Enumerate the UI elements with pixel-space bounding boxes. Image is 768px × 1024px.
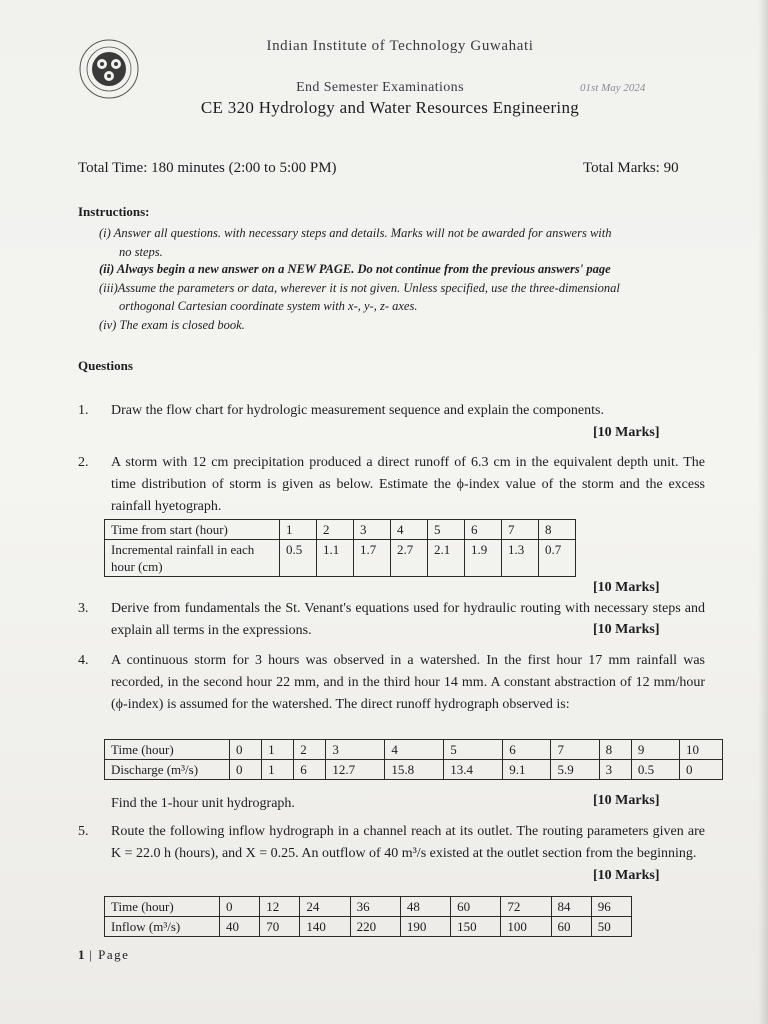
table-cell: 3 (326, 740, 385, 760)
table-cell: 6 (503, 740, 551, 760)
table-cell: 0 (220, 897, 260, 917)
table-cell: 220 (350, 917, 400, 937)
question-1-text: Draw the flow chart for hydrologic measurement sequence and explain the components. (111, 403, 604, 418)
table-row (105, 540, 576, 577)
question-3-number: 3. (78, 601, 89, 616)
question-2-marks: [10 Marks] (593, 580, 660, 595)
table-row (105, 740, 723, 760)
table-cell: 5 (444, 740, 503, 760)
table-cell: 150 (451, 917, 501, 937)
table-cell: 0 (680, 760, 723, 780)
table-cell: 1.7 (354, 540, 391, 577)
table-cell: 60 (451, 897, 501, 917)
table-cell: 60 (551, 917, 591, 937)
table-cell: 1.9 (465, 540, 502, 577)
page-number: 1 (78, 947, 85, 962)
runoff-hydrograph-table (104, 739, 723, 780)
table-cell: 1 (262, 760, 294, 780)
table-cell: 0.7 (539, 540, 576, 577)
table-cell: 12 (260, 897, 300, 917)
table-row (105, 897, 632, 917)
instructions-heading: Instructions: (78, 204, 150, 219)
table-row-label: Time (hour) (105, 897, 220, 917)
question-1-marks: [10 Marks] (593, 425, 660, 440)
table-cell: 0 (230, 740, 262, 760)
exam-date: 01st May 2024 (580, 82, 646, 94)
table-cell: 24 (300, 897, 350, 917)
table-row (105, 760, 723, 780)
instruction-1-cont: no steps. (119, 245, 163, 259)
table-cell: 10 (680, 740, 723, 760)
table-cell: 48 (400, 897, 450, 917)
page-label: | Page (84, 947, 130, 962)
table-cell: 12.7 (326, 760, 385, 780)
table-cell: 6 (294, 760, 326, 780)
question-5-number: 5. (78, 824, 89, 839)
table-cell: 4 (385, 740, 444, 760)
table-cell: 6 (465, 520, 502, 540)
table-cell: 3 (599, 760, 631, 780)
question-5-text: Route the following inflow hydrograph in a channel reach at its outlet. The routing parameters given are K = 22.0 h (hours), and X = 0.25. An outflow of 40 m³/s existed at the outlet section from the beginning. (111, 824, 705, 861)
table-cell: 140 (300, 917, 350, 937)
table-cell: 72 (501, 897, 551, 917)
institute-name: Indian Institute of Technology Guwahati (266, 38, 534, 54)
inflow-hydrograph-table (104, 896, 632, 937)
table-cell: 2 (294, 740, 326, 760)
question-2-text: A storm with 12 cm precipitation produced a direct runoff of 6.3 cm in the equivalent depth unit. The time distribution of storm is given as below. Estimate the ϕ-index value of the storm and the excess rainfall hyetograph. (111, 455, 705, 514)
question-4-number: 4. (78, 653, 89, 668)
table-row-label: Discharge (m³/s) (105, 760, 230, 780)
table-cell: 0.5 (631, 760, 679, 780)
table-cell: 3 (354, 520, 391, 540)
total-marks: Total Marks: 90 (583, 160, 679, 176)
table-cell: 9 (631, 740, 679, 760)
course-title: CE 320 Hydrology and Water Resources Engineering (200, 98, 580, 117)
exam-title: End Semester Examinations (296, 80, 464, 95)
table-cell: 2.1 (428, 540, 465, 577)
table-cell: 8 (599, 740, 631, 760)
question-3-marks: [10 Marks] (593, 622, 660, 637)
instruction-2: (ii) Always begin a new answer on a NEW PAGE. Do not continue from the previous answers' page (99, 262, 611, 276)
table-cell: 0.5 (280, 540, 317, 577)
questions-heading: Questions (78, 358, 133, 373)
table-cell: 1 (262, 740, 294, 760)
total-time: Total Time: 180 minutes (2:00 to 5:00 PM) (78, 160, 337, 176)
question-2-number: 2. (78, 455, 89, 470)
table-cell: 70 (260, 917, 300, 937)
table-cell: 190 (400, 917, 450, 937)
iitg-logo-icon (78, 38, 140, 100)
table-row-label: Incremental rainfall in each hour (cm) (105, 540, 280, 577)
table-cell: 50 (591, 917, 631, 937)
table-cell: 1.3 (502, 540, 539, 577)
table-cell: 0 (230, 760, 262, 780)
table-cell: 40 (220, 917, 260, 937)
page-edge-shadow (758, 0, 768, 1024)
table-row (105, 520, 576, 540)
question-4-instruction: Find the 1-hour unit hydrograph. (111, 796, 295, 811)
table-cell: 36 (350, 897, 400, 917)
page-footer (78, 947, 129, 963)
table-cell: 1.1 (317, 540, 354, 577)
table-row-label: Time from start (hour) (105, 520, 280, 540)
table-cell: 5.9 (551, 760, 599, 780)
question-4-text: A continuous storm for 3 hours was observed in a watershed. In the first hour 17 mm rainfall was recorded, in the second hour 22 mm, and in the third hour 14 mm. A constant abstraction of 12 mm/hour (ϕ-index) is assumed for the watershed. The direct runoff hydrograph observed is: (111, 653, 705, 712)
table-cell: 9.1 (503, 760, 551, 780)
instruction-3: (iii)Assume the parameters or data, wherever it is not given. Unless specified, use the three-dimensional (99, 281, 620, 295)
question-5-marks: [10 Marks] (593, 868, 660, 883)
question-1-number: 1. (78, 403, 89, 418)
table-cell: 15.8 (385, 760, 444, 780)
table-cell: 1 (280, 520, 317, 540)
instruction-1: (i) Answer all questions. with necessary steps and details. Marks will not be awarded for answers with (99, 226, 612, 240)
table-cell: 13.4 (444, 760, 503, 780)
question-3-text: Derive from fundamentals the St. Venant's equations used for hydraulic routing with necessary steps and explain all terms in the expressions. (111, 601, 705, 638)
storm-rainfall-table (104, 519, 576, 577)
table-cell: 7 (502, 520, 539, 540)
question-4-marks: [10 Marks] (593, 793, 660, 808)
table-cell: 84 (551, 897, 591, 917)
table-row (105, 917, 632, 937)
table-row-label: Time (hour) (105, 740, 230, 760)
instruction-3-cont: orthogonal Cartesian coordinate system with x-, y-, z- axes. (119, 299, 418, 313)
table-cell: 5 (428, 520, 465, 540)
table-cell: 96 (591, 897, 631, 917)
table-cell: 100 (501, 917, 551, 937)
table-cell: 4 (391, 520, 428, 540)
table-cell: 2 (317, 520, 354, 540)
table-row-label: Inflow (m³/s) (105, 917, 220, 937)
table-cell: 7 (551, 740, 599, 760)
table-cell: 8 (539, 520, 576, 540)
table-cell: 2.7 (391, 540, 428, 577)
instruction-4: (iv) The exam is closed book. (99, 318, 245, 332)
